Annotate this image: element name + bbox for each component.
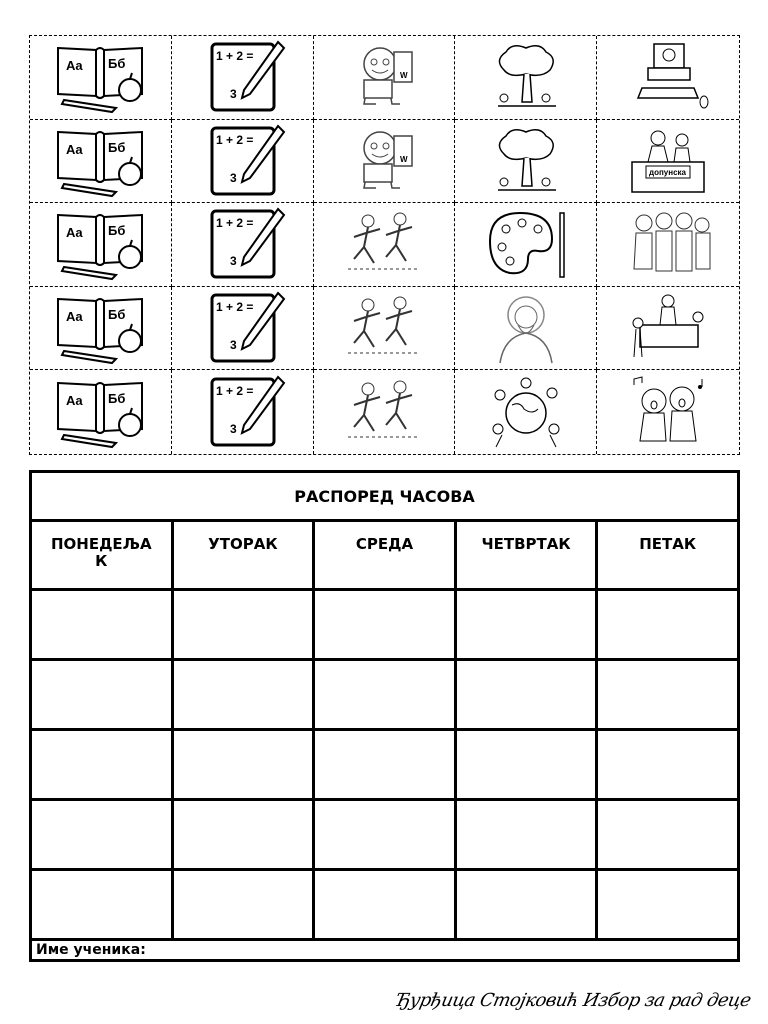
lesson-cell[interactable] (314, 590, 456, 660)
lesson-cell[interactable] (455, 870, 597, 940)
teacher-desk-icon (618, 291, 718, 365)
lesson-cell[interactable] (31, 800, 173, 870)
running-kids-icon (334, 291, 434, 365)
lesson-cell[interactable] (314, 730, 456, 800)
card-computer (597, 36, 739, 120)
math-pencil-icon (192, 375, 292, 449)
lesson-row (31, 590, 739, 660)
lesson-row (31, 660, 739, 730)
serbian-book-icon (50, 291, 150, 365)
math-pencil-icon (192, 124, 292, 198)
svg-text:1 + 2 =: 1 + 2 = (216, 132, 254, 147)
card-serbian (30, 203, 172, 287)
lesson-cell[interactable] (597, 870, 739, 940)
serbian-book-icon (50, 124, 150, 198)
lesson-row (31, 870, 739, 940)
lesson-cell[interactable] (172, 870, 314, 940)
svg-text:Aa: Aa (66, 58, 84, 74)
running-kids-icon (334, 207, 434, 281)
svg-text:Aa: Aa (66, 225, 84, 241)
svg-text:Aa: Aa (66, 141, 84, 157)
serbian-book-icon (50, 40, 150, 114)
svg-text:1 + 2 =: 1 + 2 = (216, 49, 254, 64)
svg-text:1 + 2 =: 1 + 2 = (216, 300, 254, 315)
nature-tree-icon (476, 40, 576, 114)
lesson-cell[interactable] (172, 730, 314, 800)
lesson-cell[interactable] (314, 660, 456, 730)
english-kid-icon (334, 40, 434, 114)
svg-text:W: W (399, 71, 408, 81)
svg-text:1 + 2 =: 1 + 2 = (216, 216, 254, 231)
card-pe (314, 203, 456, 287)
timetable (29, 470, 740, 962)
lesson-cell[interactable] (172, 660, 314, 730)
card-math (172, 370, 314, 454)
card-math (172, 120, 314, 204)
svg-text:W: W (399, 154, 408, 164)
card-math (172, 36, 314, 120)
svg-text:Бб: Бб (108, 307, 126, 323)
card-pe (314, 287, 456, 371)
svg-text:Бб: Бб (108, 391, 126, 407)
math-pencil-icon (192, 40, 292, 114)
card-art (455, 203, 597, 287)
card-english (314, 36, 456, 120)
math-pencil-icon (192, 207, 292, 281)
lesson-cell[interactable] (172, 590, 314, 660)
english-kid-icon (334, 124, 434, 198)
day-header-thursday: ЧЕТВРТАК (455, 521, 597, 590)
day-header-monday (31, 521, 173, 590)
lesson-cell[interactable] (455, 590, 597, 660)
tutoring-desk-icon (618, 124, 718, 198)
card-serbian (30, 120, 172, 204)
svg-text:3: 3 (230, 87, 237, 102)
svg-text:3: 3 (230, 338, 237, 353)
card-serbian (30, 36, 172, 120)
svg-text:3: 3 (230, 254, 237, 269)
card-tutoring (597, 120, 739, 204)
lesson-cell[interactable] (597, 800, 739, 870)
card-serbian (30, 287, 172, 371)
svg-text:3: 3 (230, 422, 237, 437)
card-religion (455, 287, 597, 371)
card-pe (314, 370, 456, 454)
cutout-cards-grid (29, 35, 740, 455)
svg-text:Бб: Бб (108, 223, 126, 239)
paint-palette-icon (476, 207, 576, 281)
timetable-title: РАСПОРЕД ЧАСОВА (31, 472, 739, 521)
svg-text:Aa: Aa (66, 309, 84, 325)
lesson-row (31, 800, 739, 870)
card-serbian (30, 370, 172, 454)
class-meeting-kids-icon (618, 207, 718, 281)
svg-text:3: 3 (230, 170, 237, 185)
lesson-cell[interactable] (455, 730, 597, 800)
author-signature: Ђурђица Стојковић Избор за рад деце (393, 990, 753, 1011)
running-kids-icon (334, 375, 434, 449)
computer-icon (618, 40, 718, 114)
card-english (314, 120, 456, 204)
day-header-monday-line2: К (95, 552, 108, 570)
card-world (455, 370, 597, 454)
svg-text:1 + 2 =: 1 + 2 = (216, 384, 254, 399)
serbian-book-icon (50, 207, 150, 281)
day-header-wednesday: СРЕДА (314, 521, 456, 590)
svg-text:Бб: Бб (108, 139, 126, 155)
singing-kids-icon (618, 375, 718, 449)
lesson-cell[interactable] (31, 870, 173, 940)
card-class-meeting (597, 203, 739, 287)
lesson-cell[interactable] (31, 660, 173, 730)
lesson-cell[interactable] (172, 800, 314, 870)
card-nature (455, 120, 597, 204)
math-pencil-icon (192, 291, 292, 365)
lesson-cell[interactable] (314, 800, 456, 870)
svg-text:допунска: допунска (649, 167, 687, 177)
lesson-cell[interactable] (597, 730, 739, 800)
card-math (172, 287, 314, 371)
serbian-book-icon (50, 375, 150, 449)
lesson-cell[interactable] (31, 590, 173, 660)
student-name-label: Име ученика: (36, 942, 146, 958)
lesson-cell[interactable] (597, 590, 739, 660)
kids-around-globe-icon (476, 375, 576, 449)
card-math (172, 203, 314, 287)
lesson-cell[interactable] (597, 660, 739, 730)
card-music (597, 370, 739, 454)
lesson-cell[interactable] (31, 730, 173, 800)
lesson-cell[interactable] (455, 800, 597, 870)
lesson-row (31, 730, 739, 800)
student-name-field[interactable] (31, 940, 739, 961)
day-header-tuesday: УТОРАК (172, 521, 314, 590)
day-header-friday: ПЕТАК (597, 521, 739, 590)
card-nature (455, 36, 597, 120)
lesson-cell[interactable] (314, 870, 456, 940)
saint-icon (476, 291, 576, 365)
nature-tree-icon (476, 124, 576, 198)
day-header-monday-line1: ПОНЕДЕЉА (50, 535, 152, 553)
day-header-row (31, 521, 739, 590)
card-teacher (597, 287, 739, 371)
svg-text:Aa: Aa (66, 393, 84, 409)
lesson-cell[interactable] (455, 660, 597, 730)
svg-text:Бб: Бб (108, 56, 126, 72)
